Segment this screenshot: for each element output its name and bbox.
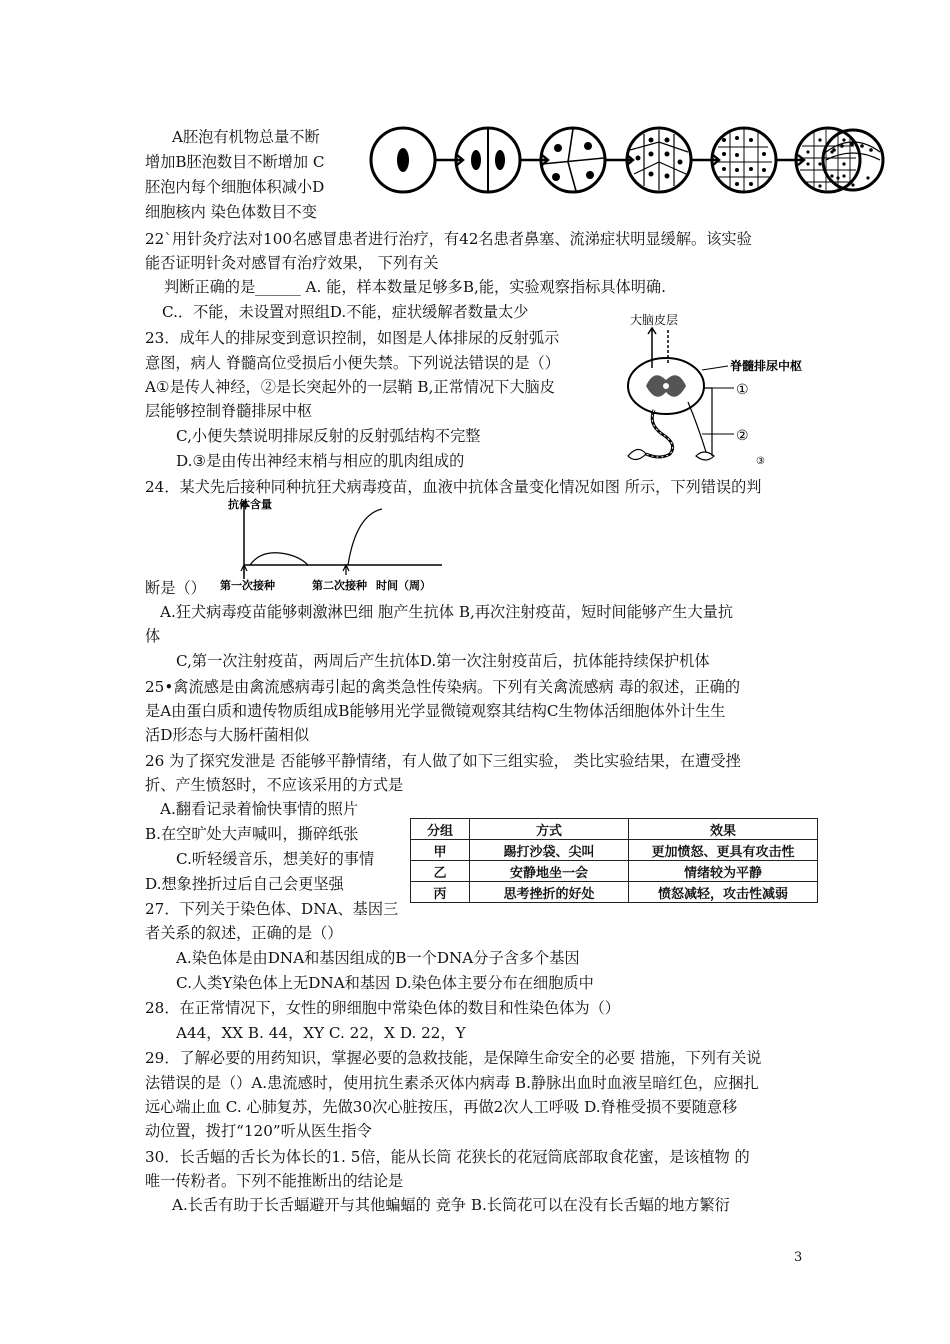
q22-options-ab: 判断正确的是______ A. 能，样本数量足够多B,能，实验观察指标具体明确. <box>164 278 666 296</box>
mark-3: ③ <box>756 456 765 466</box>
cortex-label: 大脑皮层 <box>630 313 679 327</box>
q23-options-b-cont: 层能够控制脊髓排尿中枢 <box>145 402 313 420</box>
q27-stem-2: 者关系的叙述，正确的是（） <box>145 924 343 942</box>
q24-options-b-cont: 体 <box>145 627 161 645</box>
q26-option-a: A.翻看记录着愉快事情的照片 <box>160 800 359 818</box>
q27-stem-1: 27．下列关于染色体、DNA、基因三 <box>145 900 399 918</box>
q24-stem-cont: 断是（） <box>145 579 206 597</box>
q29-options-2: 远心端止血 C. 心肺复苏，先做30次心脏按压，再做2次人工呼吸 D.脊椎受损不要随意移 <box>145 1098 738 1116</box>
q28-stem: 28．在正常情况下，女性的卵细胞中常染色体的数目和性染色体为（） <box>145 999 620 1017</box>
q25-options-cont: 活D形态与大肠杆菌相似 <box>145 726 310 744</box>
table-cell: 安静地坐一会 <box>470 861 629 882</box>
experiment-table <box>410 818 818 903</box>
q29-options-1: 法错误的是（）A.患流感时，使用抗生素杀灭体内病毒 B.静脉出血时血液呈暗红色，应捆扎 <box>145 1074 759 1092</box>
reflex-arc-diagram <box>624 306 829 466</box>
table-cell: 愤怒减轻，攻击性减弱 <box>629 882 818 903</box>
q21-option-b: 增加B胚泡数目不断增加 C <box>145 153 325 171</box>
q22-stem-1: 22`用针灸疗法对100名感冒患者进行治疗，有42名患者鼻塞、流涕症状明显缓解。该实验 <box>145 230 752 248</box>
q24-options-cd: C,第一次注射疫苗，两周后产生抗体D.第一次注射疫苗后，抗体能持续保护机体 <box>176 652 710 670</box>
q21-option-d: 细胞核内 染色体数目不变 <box>145 203 317 221</box>
q25-stem: 25•禽流感是由禽流感病毒引起的禽类急性传染病。下列有关禽流感病 毒的叙述，正确的 <box>145 678 741 696</box>
q22-stem-2: 能否证明针灸对感冒有治疗效果， 下列有关 <box>145 254 439 272</box>
table-row <box>411 861 818 882</box>
q21-option-c: 胚泡内每个细胞体积减小D <box>145 178 325 196</box>
mark-1: ① <box>736 382 749 398</box>
q22-options-cd: C.．不能，未设置对照组D.不能，症状缓解者数量太少 <box>162 303 529 321</box>
q24-options-ab: A.狂犬病毒疫苗能够刺激淋巴细 胞产生抗体 B,再次注射疫苗，短时间能够产生大量抗 <box>160 603 734 621</box>
q25-options: 是A由蛋白质和遗传物质组成B能够用光学显微镜观察其结构C生物体活细胞体外计生生 <box>145 702 726 720</box>
table-cell: 丙 <box>411 882 470 903</box>
table-row <box>411 840 818 861</box>
q26-stem-1: 26 为了探究发泄是 否能够平静情绪，有人做了如下三组实验， 类比实验结果，在遭受挫 <box>145 752 741 770</box>
embryo-development-diagram <box>368 122 888 202</box>
q26-option-b: B.在空旷处大声喊叫，撕碎纸张 <box>145 825 359 843</box>
q23-stem-2: 意图，病人 脊髓高位受损后小便失禁。下列说法错误的是（） <box>145 354 560 372</box>
q28-options: A44，XX B. 44，XY C. 22，X D. 22，Y <box>176 1024 466 1042</box>
mark-2: ② <box>736 428 749 444</box>
table-cell: 情绪较为平静 <box>629 861 818 882</box>
table-header: 方式 <box>470 819 629 840</box>
q21-option-a: A胚泡有机物总量不断 <box>172 128 320 146</box>
second-dose-label: 第二次接种 <box>312 580 367 592</box>
first-dose-label: 第一次接种 <box>220 580 275 592</box>
q23-option-d: D.③是由传出神经末梢与相应的肌肉组成的 <box>176 452 465 470</box>
center-label: 脊髓排尿中枢 <box>730 359 803 373</box>
q27-options-ab: A.染色体是由DNA和基因组成的B一个DNA分子含多个基因 <box>176 949 580 967</box>
table-cell: 甲 <box>411 840 470 861</box>
q26-option-d: D.想象挫折过后自己会更坚强 <box>145 875 344 893</box>
table-row <box>411 882 818 903</box>
time-xlabel: 时间（周） <box>376 580 431 592</box>
table-header-row <box>411 819 818 840</box>
q30-stem-2: 唯一传粉者。下列不能推断出的结论是 <box>145 1172 404 1190</box>
antibody-chart <box>210 495 450 593</box>
q30-options-ab: A.长舌有助于长舌蝠避开与其他蝙蝠的 竞争 B.长筒花可以在没有长舌蝠的地方繁衍 <box>172 1196 730 1214</box>
q26-option-c: C.听轻缓音乐，想美好的事情 <box>176 850 375 868</box>
table-cell: 踢打沙袋、尖叫 <box>470 840 629 861</box>
q27-options-cd: C.人类Y染色体上无DNA和基因 D.染色体主要分布在细胞质中 <box>176 974 594 992</box>
q23-stem-1: 23．成年人的排尿变到意识控制，如图是人体排尿的反射弧示 <box>145 329 560 347</box>
q23-option-c: C,小便失禁说明排尿反射的反射弧结构不完整 <box>176 427 481 445</box>
table-header: 分组 <box>411 819 470 840</box>
q26-stem-2: 折、产生愤怒时，不应该采用的方式是 <box>145 776 404 794</box>
table-header: 效果 <box>629 819 818 840</box>
table-cell: 更加愤怒、更具有攻击性 <box>629 840 818 861</box>
table-cell: 思考挫折的好处 <box>470 882 629 903</box>
q23-options-ab: A①是传人神经，②是长突起外的一层鞘 B,正常情况下大脑皮 <box>145 378 555 396</box>
q29-stem: 29．了解必要的用药知识，掌握必要的急救技能，是保障生命安全的必要 措施，下列有关说 <box>145 1049 762 1067</box>
antibody-ylabel: 抗体含量 <box>228 499 272 511</box>
q29-options-3: 动位置，拨打“120”听从医生指令 <box>145 1122 372 1140</box>
page-number: 3 <box>794 1250 803 1265</box>
q24-stem: 24．某犬先后接种同种抗狂犬病毒疫苗，血液中抗体含量变化情况如图 所示，下列错误的判 <box>145 478 762 496</box>
table-cell: 乙 <box>411 861 470 882</box>
q30-stem-1: 30．长舌蝠的舌长为体长的1. 5倍，能从长筒 花狭长的花冠筒底部取食花蜜，是该植物 的 <box>145 1148 750 1166</box>
